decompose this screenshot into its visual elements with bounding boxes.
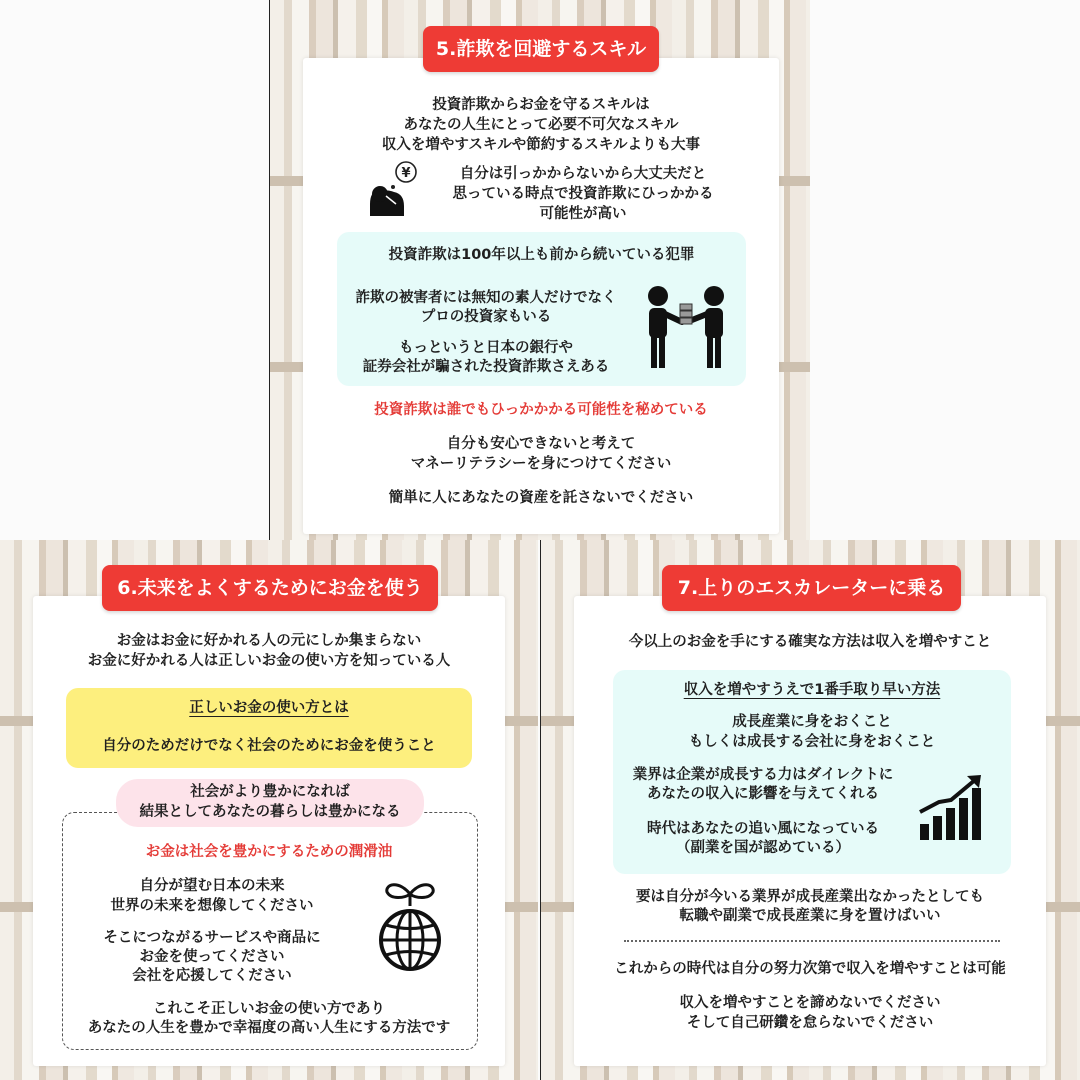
panel7-possible: これからの時代は自分の努力次第で収入を増やすことは可能 [614,961,1006,977]
panel6-dashed-highlight: お金は社会を豊かにするための潤滑油 [145,844,393,860]
panel5-advice-1: 自分も安心できないと考えて [446,436,636,452]
panel5-bottom-content [303,0,779,540]
panel6-pink-1: 社会がより豊かになれば [190,784,350,800]
panel6-intro-2: お金に好かれる人は正しいお金の使い方を知っている人 [87,653,451,669]
panel5-fact-3b: 証券会社が騙された投資詐欺さえある [362,359,610,375]
panel7-divider [624,940,1000,942]
yen-mark: ¥ [401,166,411,181]
panel5-closing: 簡単に人にあなたの資産を託さないでください [388,490,694,506]
panel6-dashed-2c: 会社を応援してください [132,968,292,984]
panel6-intro-1: お金はお金に好かれる人の元にしか集まらない [116,633,422,649]
panel5-fact-2b: プロの投資家もいる [420,309,552,325]
panel6-dashed-3a: これこそ正しいお金の使い方であり [153,1001,385,1017]
panel5-highlight: 投資詐欺は誰でもひっかかかる可能性を秘めている [374,402,708,418]
panel5-caution-1: 自分は引っかからないから大丈夫だと [459,166,707,182]
panel6-pink-2: 結果としてあなたの暮らしは豊かになる [139,804,401,820]
panel6-dashed-3b: あなたの人生を豊かで幸福度の高い人生にする方法です [87,1020,451,1036]
panel5-intro-3: 収入を増やすスキルや節約するスキルよりも大事 [381,137,701,153]
panel5-border-left [269,0,270,540]
panel7-method-1b: もしくは成長する会社に身をおくこと [688,734,936,750]
panel7-method-1a: 成長産業に身をおくこと [732,714,892,730]
panel7-closing-1: 収入を増やすことを諦めないでください [679,995,941,1011]
panel6-dashed-1a: 自分が望む日本の未来 [139,878,285,894]
panel6-dashed-2a: そこにつながるサービスや商品に [103,930,321,946]
panel5-caution-3: 可能性が高い [539,206,627,222]
panel6-dashed-2b: お金を使ってください [139,949,285,965]
panel5-fact-3a: もっというと日本の銀行や [399,340,573,356]
panel6-yellow-heading: 正しいお金の使い方とは [189,700,349,716]
panel5-intro-1: 投資詐欺からお金を守るスキルは [432,97,650,113]
panel5-advice-2: マネーリテラシーを身につけてください [410,456,672,472]
panel5-intro-2: あなたの人生にとって必要不可欠なスキル [403,117,679,133]
globe-sprout-icon [377,876,443,978]
panel7-closing-2: そして自己研鑽を怠らないでください [686,1015,934,1031]
panel6-yellow-content [66,688,472,768]
panel7-middle-1: 要は自分が今いる業界が成長産業出なかったとしても [636,889,984,905]
panel6-title: 6.未来をよくするためにお金を使う [102,565,438,611]
panel7-method-3b: （副業を国が認めている） [676,840,850,856]
panel7-middle-2: 転職や副業で成長産業に身を置けばいい [679,908,941,924]
panel7-title: 7.上りのエスカレーターに乗る [662,565,961,611]
panel5-fact-1: 投資詐欺は100年以上も前から続いている犯罪 [388,247,695,263]
panel5-caution-2: 思っている時点で投資詐欺にひっかかる [452,186,714,202]
panel6-yellow-body: 自分のためだけでなく社会のためにお金を使うこと [102,738,436,754]
panel7-intro: 今以上のお金を手にする確実な方法は収入を増やすこと [628,634,992,650]
panel7-border-left [540,540,541,1080]
panel7-bottom-content [574,540,1046,1080]
panel6-dashed-1b: 世界の未来を想像してください [110,898,314,914]
panel7-method-2a: 業界は企業が成長する力はダイレクトに [632,767,894,783]
panel7-method-2b: あなたの収入に影響を与えてくれる [647,786,879,802]
panel5-title: 5.詐欺を回避するスキル [423,26,659,72]
panel7-method-heading: 収入を増やすうえで1番手取り早い方法 [683,682,941,698]
panel7-method-3a: 時代はあなたの追い風になっている [647,821,879,837]
panel5-fact-2a: 詐欺の被害者には無知の素人だけでなく [355,290,617,306]
